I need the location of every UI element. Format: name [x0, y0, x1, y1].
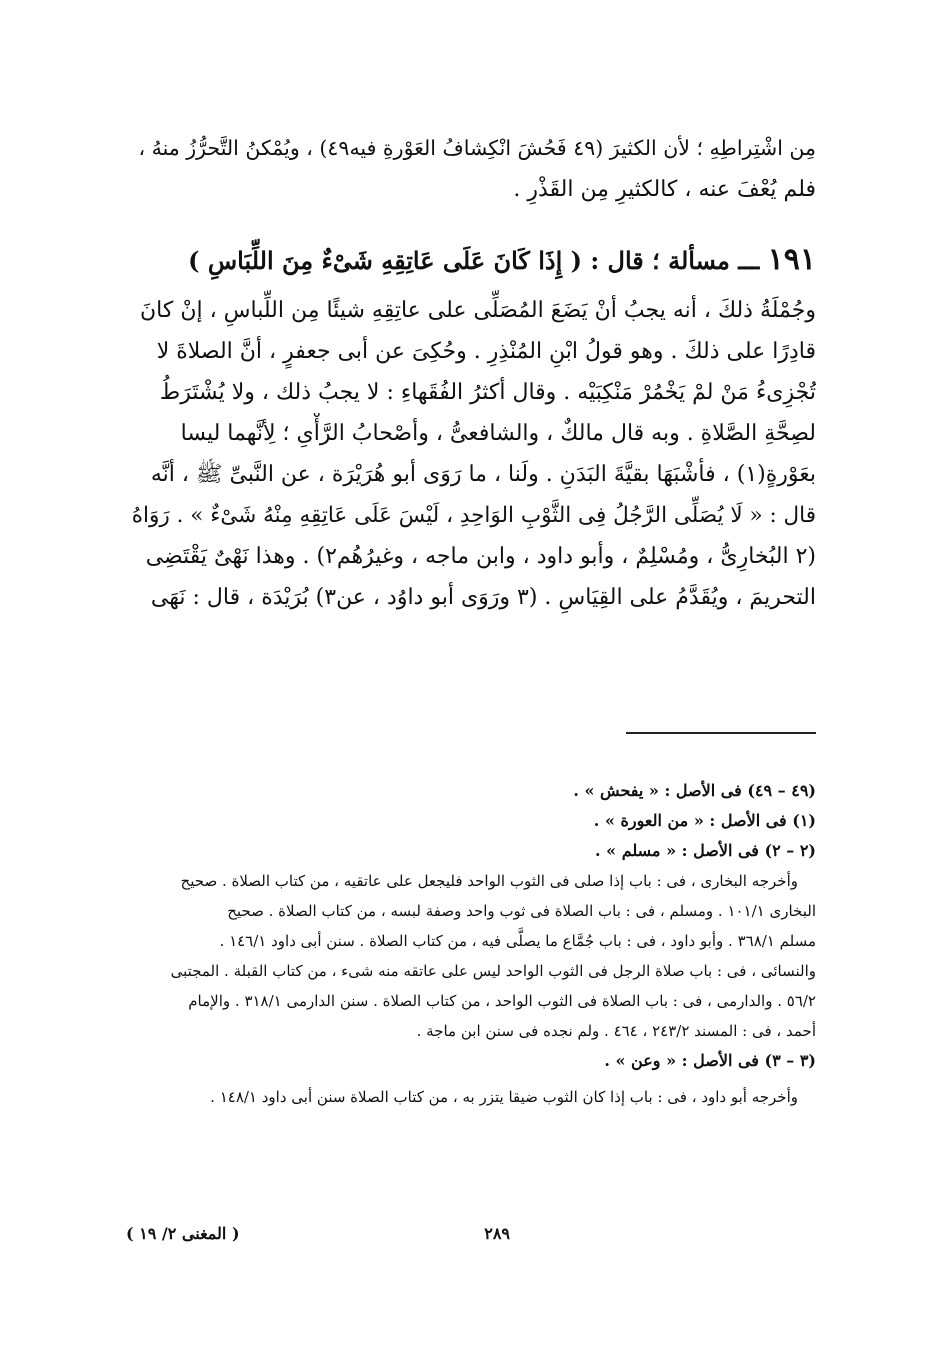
signature-mark: ( المغنى ٢/ ١٩ )	[126, 1224, 240, 1243]
text-line: بعَوْرةٍ(١) ، فأشْبَهَا بقيَّةَ البَدَنِ . ولَنا ، ما رَوَى أبو هُرَيْرَة ، عن النَّبىِّ ﷺ ، أنَّه	[150, 462, 816, 487]
text-line: وجُمْلَةُ ذلكَ ، أنه يجبُ أنْ يَضَعَ المُصَلِّى على عاتِقِهِ شيئًا مِن اللِّباسِ ، إنْ كانَ	[140, 298, 816, 323]
footnote: وأخرجه أبو داود ، فى : باب إذا كان الثوب ضيقا يتزر به ، من كتاب الصلاة سنن أبى داود ١٤٨/١ .	[210, 1088, 798, 1106]
text-line: لصِحَّةِ الصَّلاةِ . وبه قال مالكٌ ، والشافعىُّ ، وأصْحابُ الرَّأْىِ ؛ لِأنَّهما ليسا	[180, 421, 816, 446]
text-line: قادِرًا على ذلكَ . وهو قولُ ابْنِ المُنْذِرِ . وحُكِىَ عن أبى جعفرٍ ، أنَّ الصلاةَ لا	[156, 339, 816, 364]
paragraph-main	[126, 290, 816, 618]
footnote: (٢ – ٢) فى الأصل : « مسلم » .	[595, 841, 816, 860]
text-line: (٢ البُخارِىُّ ، ومُسْلِمٌ ، وأبو داود ، وابن ماجه ، وغيرُهُم٢) . وهذا نَهْىٌ يَقْتَضِى	[145, 544, 816, 569]
footnote: البخارى ١٠١/١ . ومسلم ، فى : باب الصلاة فى ثوب واحد وصفة لبسه ، من كتاب الصلاة . صحيح	[227, 902, 816, 920]
footnote: والنسائى ، فى : باب صلاة الرجل فى الثوب الواحد ليس على عاتقه منه شىء ، من كتاب القبلة . المجتبى	[170, 962, 816, 980]
text-line: التحريمَ ، ويُقَدَّمُ على القِيَاسِ . (٣ ورَوَى أبو داوُد ، عن٣) بُرَيْدَة ، قال : نَهَى	[150, 585, 816, 610]
issue-number: ١٩١	[767, 242, 816, 277]
footnote: ٥٦/٢ . والدارمى ، فى : باب الصلاة فى الثوب الواحد ، من كتاب الصلاة . سنن الدارمى ٣١٨/١ . والإمام	[188, 992, 816, 1010]
footnote-separator	[626, 732, 816, 734]
footnote: (١) فى الأصل : « من العورة » .	[593, 811, 816, 830]
footnotes	[126, 776, 816, 1112]
text-line: فلم يُعْفَ عنه ، كالكثيرِ مِن القَذْرِ .	[513, 177, 816, 202]
footnote: (٣ – ٣) فى الأصل : « وعن » .	[604, 1051, 816, 1070]
paragraph-continuation	[126, 128, 816, 210]
footnote: أحمد ، فى : المسند ٢٤٣/٢ ، ٤٦٤ . ولم نجده فى سنن ابن ماجة .	[416, 1022, 816, 1040]
page-number: ٢٨٩	[484, 1224, 510, 1243]
issue-title: ـــ مسألة ؛ قال : ( إِذَا كَانَ عَلَى عَاتِقِهِ شَىْءٌ مِنَ اللِّبَاسِ )	[188, 246, 760, 275]
footnote: مسلم ٣٦٨/١ . وأبو داود ، فى : باب جُمَّاع ما يصلَّى فيه ، من كتاب الصلاة . سنن أبى داود ١٤٦/١ .	[219, 932, 816, 950]
page-footer	[126, 1224, 816, 1254]
footnote: (٤٩ – ٤٩) فى الأصل : « يفحش » .	[573, 781, 816, 800]
issue-heading	[126, 238, 816, 283]
footnote: وأخرجه البخارى ، فى : باب إذا صلى فى الثوب الواحد فليجعل على عاتقيه ، من كتاب الصلاة . صحيح	[180, 872, 798, 890]
text-line: قال : « لَا يُصَلِّى الرَّجُلُ فِى الثَّوْبِ الوَاحِدِ ، لَيْسَ عَلَى عَاتِقِهِ مِنْهُ شَىْءٌ » . رَوَاهُ	[131, 503, 816, 528]
text-line: مِن اشْتِراطِهِ ؛ لأن الكثيرَ (٤٩ فَحُشَ انْكِشافُ العَوْرةِ فيه٤٩) ، ويُمْكنُ التَّحرُّزُ منهُ ،	[138, 136, 816, 160]
text-line: تُجْزِىءُ مَنْ لمْ يَخْمُرْ مَنْكِبَيْه . وقال أكثرُ الفُقَهاءِ : لا يجبُ ذلك ، ولا يُشْتَرَطُ	[159, 380, 816, 405]
